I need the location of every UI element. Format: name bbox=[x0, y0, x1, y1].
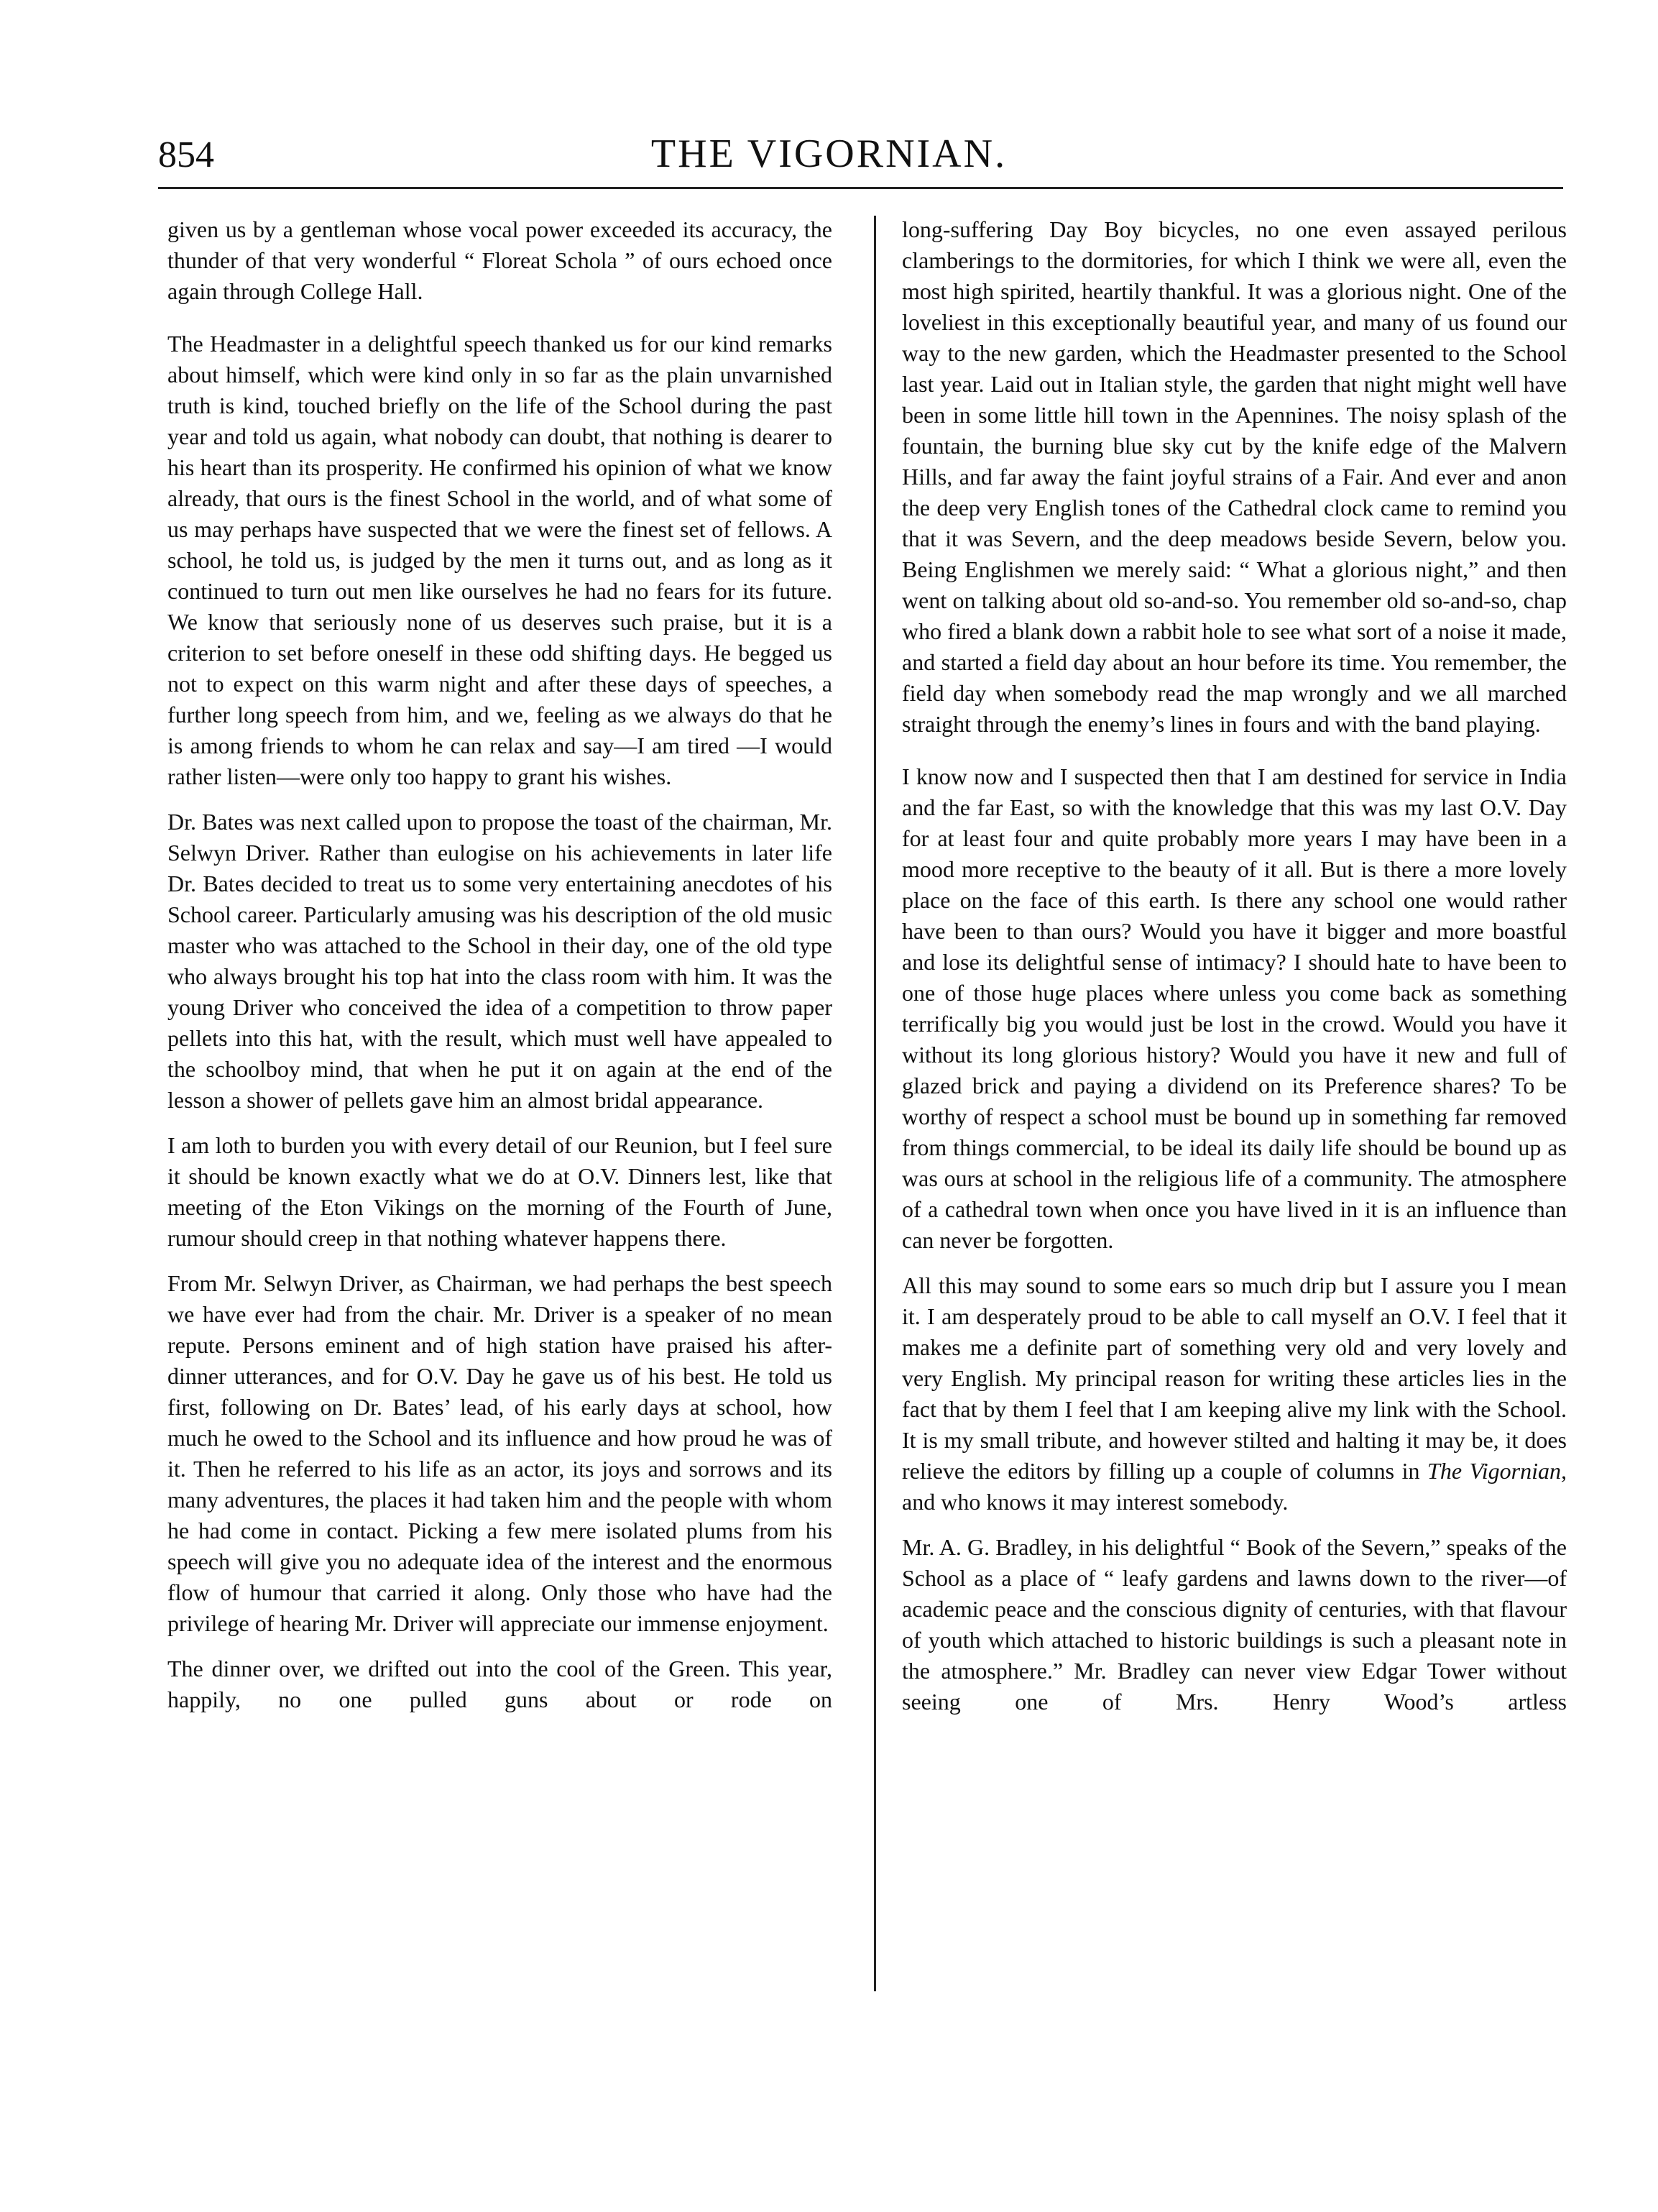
left-column bbox=[167, 214, 832, 1715]
paragraph-text: and who knows it may interest somebody. bbox=[902, 1489, 1289, 1515]
paragraph: The dinner over, we drifted out into the cool of the Green. This year, happily, no one pulled guns about or rode on bbox=[167, 1656, 832, 1712]
page-number: 854 bbox=[158, 134, 214, 175]
paragraph: Dr. Bates was next called upon to propose the toast of the chairman, Mr. Selwyn Driver. Rather than eulogise on his achievements in later life Dr. Bates decided to treat us to some very entertaining anecdotes of his School career. Particularly amusing was his description of the old music master who was attached to the School in their day, one of the old type who always brought his top hat into the class room with him. It was the young Driver who conceived the idea of a competition to throw paper pellets into this hat, with the result, which must well have appealed to the schoolboy mind, that when he put it on again at the end of the lesson a shower of pellets gave him an almost bridal appearance. bbox=[167, 809, 832, 1113]
header-rule bbox=[158, 187, 1563, 189]
paragraph bbox=[902, 1270, 1567, 1518]
column-rule bbox=[874, 216, 876, 1991]
paragraph: The Headmaster in a delightful speech thanked us for our kind remarks about himself, which were kind only in so far as the plain unvarnished truth is kind, touched briefly on the life of the School during the past year and told us again, what nobody can doubt, that nothing is dearer to his heart than its prosperity. He confirmed his opinion of what we know already, that ours is the finest School in the world, and of what some of us may perhaps have suspected that we were the finest set of fellows. A school, he told us, is judged by the men it turns out, and as long as it continued to turn out men like ourselves he had no fears for its future. We know that seriously none of us deserves such praise, but it is a criterion to set before oneself in these odd shifting days. He begged us not to expect on this warm night and after these days of speeches, a further long speech from him, and we, feeling as we always do that he is among friends to whom he can relax and say—I am tired —I would rather listen—were only too happy to grant his wishes. bbox=[167, 331, 832, 789]
running-title: THE VIGORNIAN. bbox=[650, 132, 1008, 176]
paragraph: given us by a gentleman whose vocal power exceeded its accuracy, the thunder of that very wonderful “ Floreat Schola ” of ours echoed once again through College Hall. bbox=[167, 216, 832, 304]
paragraph: From Mr. Selwyn Driver, as Chairman, we had perhaps the best speech we have ever had from the chair. Mr. Driver is a speaker of no mean repute. Persons eminent and of high station have praised his after-dinner utterances, and for O.V. Day he gave us of his best. He told us first, following on Dr. Bates’ lead, of his early days at school, how much he owed to the School and its influence and how proud he was of it. Then he referred to his life as an actor, its joys and sorrows and its many adventures, the places it had taken him and the people with whom he had come in contact. Picking a few mere isolated plums from his speech will give you no adequate idea of the interest and the enormous flow of humour that carried it along. Only those who have had the privilege of hearing Mr. Driver will appreciate our immense enjoyment. bbox=[167, 1270, 832, 1636]
paragraph: Mr. A. G. Bradley, in his delightful “ Book of the Severn,” speaks of the School as a place of “ leafy gardens and lawns down to the river—of academic peace and the conscious dignity of centuries, with that flavour of youth which attached to historic buildings is such a pleasant note in the atmosphere.” Mr. Bradley can never view Edgar Tower without seeing one of Mrs. Henry Wood’s artless bbox=[902, 1534, 1567, 1715]
paragraph-text: All this may sound to some ears so much drip but I assure you I mean it. I am desperately proud to be able to call myself an O.V. I feel that it makes me a definite part of something very old and very lovely and very English. My principal reason for writing these articles lies in the fact that by them I feel that I am keeping alive my link with the School. It is my small tribute, and however stilted and halting it may be, it does relieve the editors by filling up a couple of columns in bbox=[902, 1272, 1567, 1484]
paragraph: I know now and I suspected then that I am destined for service in India and the far East, so with the knowledge that this was my last O.V. Day for at least four and quite probably more years I may have been in a mood more receptive to the beauty of it all. But is there a more lovely place on the face of this earth. Is there any school one would rather have been to than ours? Would you have it bigger and more boastful and lose its delightful sense of intimacy? I should hate to have been to one of those huge places where unless you come back as something terrifically big you would just be lost in the crowd. Would you have it without its long glorious history? Would you have it new and full of glazed brick and paying a dividend on its Preference shares? To be worthy of respect a school must be bound up in something far removed from things commercial, to be ideal its daily life should be bound up as was ours at school in the religious life of a community. The atmosphere of a cathedral town when once you have lived in it is an influence than can never be forgotten. bbox=[902, 763, 1567, 1253]
right-column bbox=[902, 214, 1567, 1717]
publication-title: The Vigornian, bbox=[1427, 1458, 1567, 1484]
paragraph: I am loth to burden you with every detail of our Reunion, but I feel sure it should be known exactly what we do at O.V. Dinners lest, like that meeting of the Eton Vikings on the morning of the Fourth of June, rumour should creep in that nothing whatever happens there. bbox=[167, 1132, 832, 1251]
paragraph: long-suffering Day Boy bicycles, no one even assayed perilous clamberings to the dormitories, for which I think we were all, even the most high spirited, heartily thankful. It was a glorious night. One of the loveliest in this exceptionally beautiful year, and many of us found our way to the new garden, which the Headmaster presented to the School last year. Laid out in Italian style, the garden that night might well have been in some little hill town in the Apennines. The noisy splash of the fountain, the burning blue sky cut by the knife edge of the Malvern Hills, and far away the faint joyful strains of a Fair. And ever and anon the deep very English tones of the Cathedral clock came to remind you that it was Severn, and the deep meadows beside Severn, below you. Being Englishmen we merely said: “ What a glorious night,” and then went on talking about old so-and-so. You remember old so-and-so, chap who fired a blank down a rabbit hole to see what sort of a noise it made, and started a field day about an hour before its time. You remember, the field day when somebody read the map wrongly and we all marched straight through the enemy’s lines in fours and with the band playing. bbox=[902, 216, 1567, 737]
